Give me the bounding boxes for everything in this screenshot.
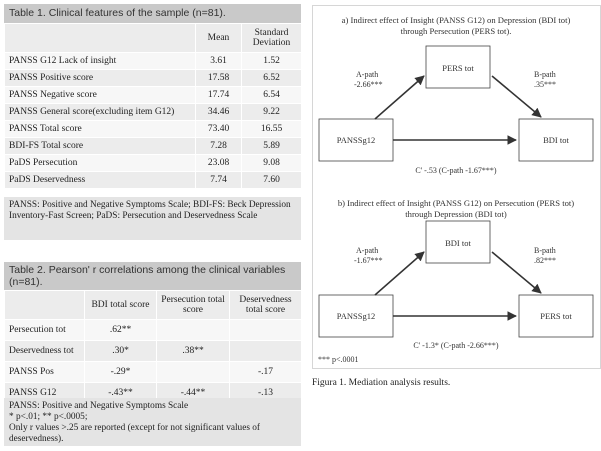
panel-b-predictor-label: PANSSg12 — [336, 311, 376, 321]
cell-persecution — [157, 362, 230, 383]
table2 — [4, 290, 302, 404]
table1-caption: Table 1. Clinical features of the sample (n=81). — [4, 4, 301, 23]
row-mean: 17.58 — [196, 70, 242, 87]
row-sd: 7.60 — [242, 172, 302, 189]
panel-b-title-line1: b) Indirect effect of Insight (PANSS G12) on Persecution (PERS tot) — [337, 198, 575, 208]
table-row — [5, 121, 302, 138]
row-sd: 6.54 — [242, 87, 302, 104]
table2-header-row — [5, 291, 302, 320]
table2-note-line: * p<.01; ** p<.0005; — [9, 412, 88, 422]
table1 — [4, 23, 302, 189]
table2-note-line: PANSS: Positive and Negative Symptoms Scale — [9, 401, 189, 411]
cell-bdi: .30* — [85, 341, 157, 362]
panel-b-a-path-label: A-path — [356, 246, 379, 255]
row-label: PANSS Negative score — [5, 87, 196, 104]
row-label: PANSS General score(excluding item G12) — [5, 104, 196, 121]
row-mean: 7.74 — [196, 172, 242, 189]
row-sd: 5.89 — [242, 138, 302, 155]
table2-header-blank — [5, 291, 85, 320]
panel-a-title-line1: a) Indirect effect of Insight (PANSS G12) on Depression (BDI tot) — [341, 15, 571, 25]
table-row — [5, 155, 302, 172]
cell-persecution — [157, 320, 230, 341]
row-label: PANSS Positive score — [5, 70, 196, 87]
table-row — [5, 341, 302, 362]
row-label: Persecution tot — [5, 320, 85, 341]
cell-bdi: -.29* — [85, 362, 157, 383]
row-mean: 3.61 — [196, 53, 242, 70]
row-sd: 9.08 — [242, 155, 302, 172]
row-mean: 7.28 — [196, 138, 242, 155]
row-label: Deservedness tot — [5, 341, 85, 362]
panel-a-a-path-label: A-path — [356, 70, 379, 79]
panel-a-b-path-label: B-path — [534, 70, 556, 79]
table1-header-mean: Mean — [196, 24, 242, 53]
cell-deservedness: -.17 — [230, 362, 302, 383]
table-row — [5, 138, 302, 155]
panel-b-a-path-value: -1.67*** — [354, 256, 383, 265]
table-row — [5, 104, 302, 121]
panel-b-b-path-value: .82*** — [534, 256, 556, 265]
row-label: PANSS G12 — [5, 383, 85, 404]
table1-header-sd: Standard Deviation — [242, 24, 302, 53]
cell-deservedness — [230, 320, 302, 341]
mediation-figure — [312, 5, 601, 369]
cell-persecution: -.44** — [157, 383, 230, 404]
panel-a-title-line2: through Persecution (PERS tot). — [400, 26, 512, 36]
panel-b-title-line2: through Depression (BDI tot) — [405, 209, 507, 219]
table-row — [5, 87, 302, 104]
row-label: PANSS G12 Lack of insight — [5, 53, 196, 70]
mediation-diagram — [313, 6, 600, 368]
table1-header-row — [5, 24, 302, 53]
table2-header-persecution: Persecution total score — [157, 291, 230, 320]
cell-deservedness — [230, 341, 302, 362]
table2-note-line: Only r values >.25 are reported (except for not significant values of deservedness). — [9, 423, 261, 444]
panel-a-mediator-label: PERS tot — [442, 63, 474, 73]
table-row — [5, 172, 302, 189]
cell-bdi: -.43** — [85, 383, 157, 404]
panel-b-outcome-label: PERS tot — [540, 311, 572, 321]
panel-a-b-path-value: .35*** — [534, 80, 556, 89]
table2-header-bdi: BDI total score — [85, 291, 157, 320]
panel-b-mediator-label: BDI tot — [445, 238, 471, 248]
table-row — [5, 53, 302, 70]
row-sd: 6.52 — [242, 70, 302, 87]
row-label: PaDS Deservedness — [5, 172, 196, 189]
row-mean: 17.74 — [196, 87, 242, 104]
panel-a-outcome-label: BDI tot — [543, 135, 569, 145]
row-sd: 16.55 — [242, 121, 302, 138]
cell-deservedness: -.13 — [230, 383, 302, 404]
panel-a-a-path-value: -2.66*** — [354, 80, 383, 89]
cell-bdi: .62** — [85, 320, 157, 341]
row-sd: 9.22 — [242, 104, 302, 121]
table2-caption: Table 2. Pearson' r correlations among the clinical variables (n=81). — [4, 262, 301, 290]
cell-persecution: .38** — [157, 341, 230, 362]
row-mean: 34.46 — [196, 104, 242, 121]
table-row — [5, 70, 302, 87]
row-mean: 23.08 — [196, 155, 242, 172]
row-mean: 73.40 — [196, 121, 242, 138]
table2-note — [4, 398, 301, 446]
figure-footnote: *** p<.0001 — [318, 355, 359, 364]
figure-caption: Figura 1. Mediation analysis results. — [312, 378, 451, 388]
row-label: BDI-FS Total score — [5, 138, 196, 155]
table-row — [5, 320, 302, 341]
panel-a-c-path-label: C' -.53 (C-path -1.67***) — [415, 166, 497, 175]
row-label: PANSS Pos — [5, 362, 85, 383]
table1-header-blank — [5, 24, 196, 53]
table2-header-deservedness: Deservedness total score — [230, 291, 302, 320]
table-row — [5, 362, 302, 383]
panel-b-c-path-label: C' -1.3* (C-path -2.66***) — [413, 341, 499, 350]
row-label: PANSS Total score — [5, 121, 196, 138]
row-sd: 1.52 — [242, 53, 302, 70]
row-label: PaDS Persecution — [5, 155, 196, 172]
panel-a-predictor-label: PANSSg12 — [336, 135, 376, 145]
panel-b-b-path-label: B-path — [534, 246, 556, 255]
table1-note: PANSS: Positive and Negative Symptoms Scale; BDI-FS: Beck Depression Inventory-Fast Screen; PaDS: Persecution and Deservedness Scale — [4, 197, 301, 240]
